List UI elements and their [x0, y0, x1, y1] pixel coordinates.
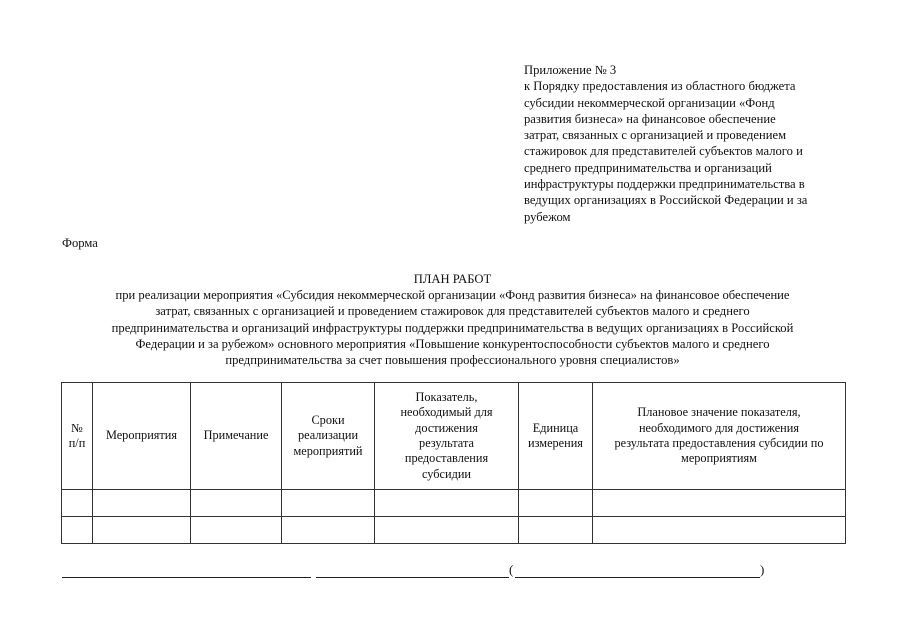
- signature-line-position[interactable]: [62, 564, 311, 578]
- plan-heading: [60, 271, 845, 368]
- col-header-unit: Единица измерения: [519, 383, 593, 490]
- signature-line-signature[interactable]: [316, 564, 509, 578]
- signature-open-paren: (: [509, 562, 514, 577]
- appendix-line: развития бизнеса» на финансовое обеспечение: [524, 111, 776, 126]
- col-header-note: Примечание: [191, 383, 282, 490]
- plan-subtitle-line: предпринимательства за счет повышения профессионального уровня специалистов»: [225, 353, 680, 368]
- form-label: Форма: [62, 236, 98, 250]
- table-cell[interactable]: [593, 490, 846, 517]
- table-cell[interactable]: [282, 517, 375, 544]
- plan-subtitle-line: затрат, связанных с организацией и проведением стажировок для представителей субъектов малого и среднего: [155, 304, 750, 319]
- appendix-line: стажировок для представителей субъектов малого и: [524, 144, 803, 159]
- appendix-line: затрат, связанных с организацией и проведением: [524, 128, 787, 143]
- appendix-line: ведущих организациях в Российской Федерации и за: [524, 193, 808, 208]
- table-cell[interactable]: [62, 490, 93, 517]
- appendix-line: рубежом: [524, 209, 571, 224]
- appendix-line: инфраструктуры поддержки предпринимательства в: [524, 177, 805, 192]
- table-cell[interactable]: [519, 517, 593, 544]
- plan-table: [61, 382, 846, 544]
- appendix-line: среднего предпринимательства и организаций: [524, 160, 772, 175]
- table-cell[interactable]: [93, 490, 191, 517]
- appendix-note: [524, 62, 854, 225]
- col-header-deadlines: Сроки реализации мероприятий: [282, 383, 375, 490]
- table-cell[interactable]: [593, 517, 846, 544]
- col-header-planned-value: Плановое значение показателя, необходимого для достижения результата предоставления субсидии по мероприятиям: [593, 383, 846, 490]
- signature-line-name[interactable]: [515, 564, 760, 578]
- col-header-activities: Мероприятия: [93, 383, 191, 490]
- plan-subtitle-line: при реализации мероприятия «Субсидия некоммерческой организации «Фонд развития бизнеса» на финансовое обеспечение: [115, 288, 790, 303]
- signature-close-paren: ): [760, 562, 765, 577]
- table-cell[interactable]: [191, 517, 282, 544]
- table-cell[interactable]: [519, 490, 593, 517]
- col-header-indicator: Показатель, необходимый для достижения результата предоставления субсидии: [375, 383, 519, 490]
- table-cell[interactable]: [191, 490, 282, 517]
- plan-subtitle-line: предпринимательства и организаций инфраструктуры поддержки предпринимательства в ведущих организациях в Российской: [111, 320, 794, 335]
- table-cell[interactable]: [375, 517, 519, 544]
- col-header-number: № п/п: [62, 383, 93, 490]
- appendix-line: к Порядку предоставления из областного бюджета: [524, 79, 796, 94]
- plan-title: ПЛАН РАБОТ: [413, 272, 492, 286]
- table-row: [62, 490, 846, 517]
- table-cell[interactable]: [93, 517, 191, 544]
- table-cell[interactable]: [62, 517, 93, 544]
- table-cell[interactable]: [375, 490, 519, 517]
- plan-subtitle-line: Федерации и за рубежом» основного мероприятия «Повышение конкурентоспособности субъектов малого и среднего: [135, 336, 770, 351]
- table-row: [62, 517, 846, 544]
- appendix-line: Приложение № 3: [524, 63, 617, 77]
- table-cell[interactable]: [282, 490, 375, 517]
- appendix-line: субсидии некоммерческой организации «Фонд: [524, 95, 775, 110]
- table-header-row: [62, 383, 846, 490]
